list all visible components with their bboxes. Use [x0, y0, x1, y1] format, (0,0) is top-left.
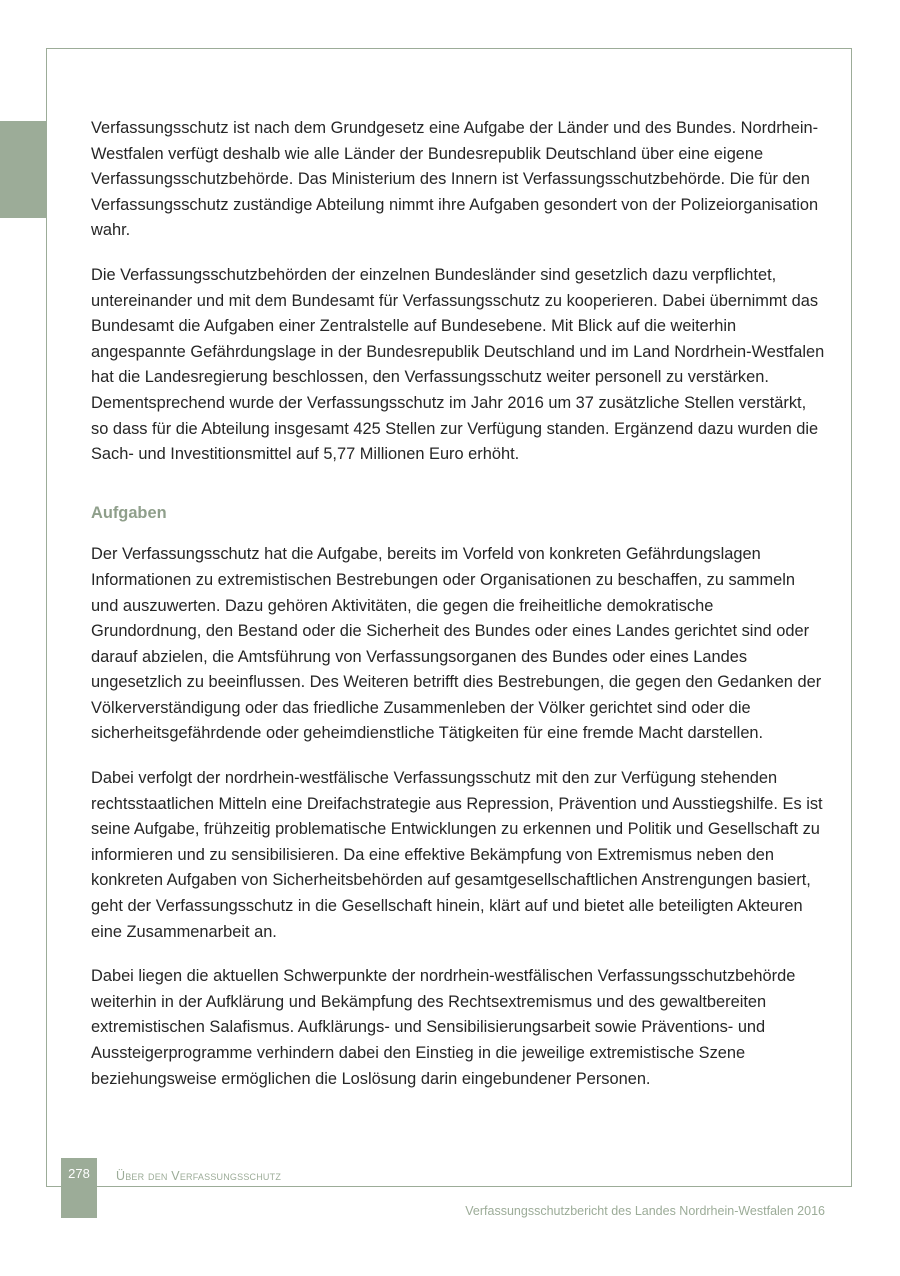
paragraph-intro-1: Verfassungsschutz ist nach dem Grundgesetz eine Aufgabe der Länder und des Bundes. Nordrhein-Westfalen verfügt deshalb wie alle Länder der Bundesrepublik Deutschland über eine eigene Verfassungsschutzbehörde. Das Ministerium des Innern ist Verfassungsschutzbehörde. Die für den Verfassungsschutz zuständige Abteilung nimmt ihre Aufgaben gesondert von der Polizeiorganisation wahr. — [91, 119, 819, 240]
section-heading: Aufgaben — [91, 503, 167, 522]
main-content — [91, 116, 826, 1111]
chapter-side-tab — [0, 121, 46, 218]
report-title: Verfassungsschutzbericht des Landes Nordrhein-Westfalen 2016 — [465, 1204, 825, 1218]
paragraph-section-2: Dabei verfolgt der nordrhein-westfälische Verfassungsschutz mit den zur Verfügung stehenden rechtsstaatlichen Mitteln eine Dreifachstrategie aus Repression, Prävention und Ausstiegshilfe. Es ist seine Aufgabe, frühzeitig problematische Entwicklungen zu erkennen und Politik und Gesellschaft zu informieren und zu sensibilisieren. Da eine effektive Bekämpfung von Extremismus neben den konkreten Aufgaben von Sicherheitsbehörden auf gesamtgesellschaftlichen Anstrengungen basiert, geht der Verfassungsschutz in die Gesellschaft hinein, klärt auf und bietet alle beteiligten Akteuren eine Zusammenarbeit an. — [91, 769, 823, 941]
paragraph-intro-2: Die Verfassungsschutzbehörden der einzelnen Bundesländer sind gesetzlich dazu verpflichtet, untereinander und mit dem Bundesamt für Verfassungsschutz zu kooperieren. Dabei übernimmt das Bundesamt die Aufgaben einer Zentralstelle auf Bundesebene. Mit Blick auf die weiterhin angespannte Gefährdungslage in der Bundesrepublik Deutschland und im Land Nordrhein-Westfalen hat die Landesregierung beschlossen, den Verfassungsschutz weiter personell zu verstärken. Dementsprechend wurde der Verfassungsschutz im Jahr 2016 um 37 zusätzliche Stellen verstärkt, so dass für die Abteilung insgesamt 425 Stellen zur Verfügung standen. Ergänzend dazu wurden die Sach- und Investitionsmittel auf 5,77 Millionen Euro erhöht. — [91, 265, 825, 464]
paragraph-section-3: Dabei liegen die aktuellen Schwerpunkte der nordrhein-westfälischen Verfassungsschutzbehörde weiterhin in der Aufklärung und Bekämpfung des Rechtsextremismus und des gewaltbereiten extremistischen Salafismus. Aufklärungs- und Sensibilisierungsarbeit sowie Präventions- und Aussteigerprogramme verhindern dabei den Einstieg in die jeweilige extremistische Szene beziehungsweise ermöglichen die Loslösung darin eingebundener Personen. — [91, 967, 796, 1088]
paragraph-section-1: Der Verfassungsschutz hat die Aufgabe, bereits im Vorfeld von konkreten Gefährdungslagen Informationen zu extremistischen Bestrebungen oder Organisationen zu beschaffen, zu sammeln und auszuwerten. Dazu gehören Aktivitäten, die gegen die freiheitliche demokratische Grundordnung, den Bestand oder die Sicherheit des Bundes oder eines Landes gerichtet sind oder darauf abzielen, die Amtsführung von Verfassungsorganen des Bundes oder eines Landes ungesetzlich zu beeinflussen. Des Weiteren betrifft dies Bestrebungen, die gegen den Gedanken der Völkerverständigung oder das friedliche Zusammenleben der Völker gerichtet sind oder die sicherheitsgefährdende oder geheimdienstliche Tätigkeiten für eine fremde Macht darstellen. — [91, 545, 822, 743]
page-number: 278 — [68, 1166, 90, 1181]
section-label: Über den Verfassungsschutz — [116, 1169, 282, 1183]
